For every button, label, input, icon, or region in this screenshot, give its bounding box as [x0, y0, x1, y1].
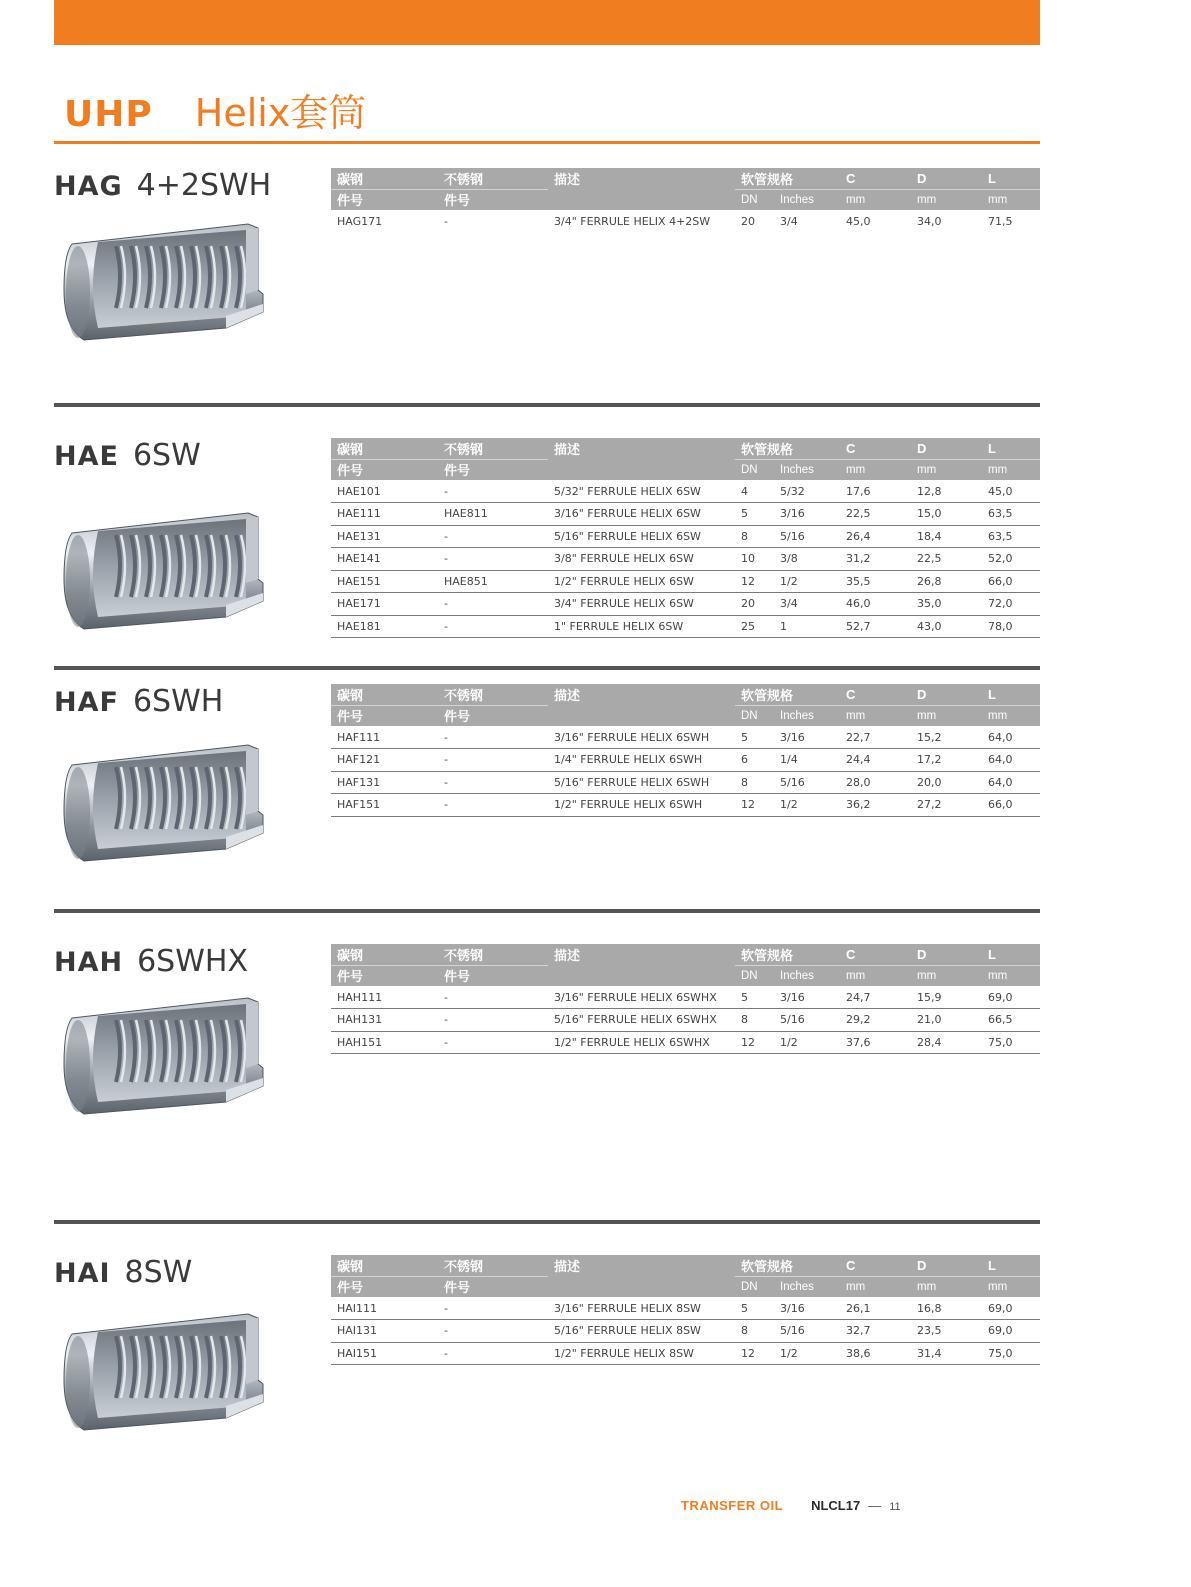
table-row — [331, 726, 1040, 749]
header-description: 描述 — [548, 168, 735, 189]
cell-l-mm: 69,0 — [982, 1297, 1040, 1320]
spec-table — [331, 944, 1040, 1054]
cell-l-mm: 75,0 — [982, 1031, 1040, 1054]
cell-inches: 1/4 — [774, 749, 840, 772]
header-mm: mm — [840, 965, 911, 986]
cell-l-mm: 69,0 — [982, 1320, 1040, 1343]
header-description: 描述 — [548, 944, 735, 965]
cell-d-mm: 23,5 — [911, 1320, 982, 1343]
cell-carbon-part: HAE141 — [331, 548, 438, 571]
cell-carbon-part: HAE171 — [331, 593, 438, 616]
header-mm: mm — [982, 459, 1040, 480]
cell-d-mm: 16,8 — [911, 1297, 982, 1320]
header-inches: Inches — [774, 705, 840, 726]
header-l: L — [982, 168, 1040, 189]
header-d: D — [911, 1255, 982, 1276]
header-mm: mm — [982, 705, 1040, 726]
header-d: D — [911, 684, 982, 705]
cell-stainless-part: - — [438, 1031, 548, 1054]
header-c: C — [840, 1255, 911, 1276]
header-carbon-steel: 碳钢 — [331, 1255, 438, 1276]
cell-inches: 3/16 — [774, 1297, 840, 1320]
header-carbon-steel: 碳钢 — [331, 684, 438, 705]
cell-description: 5/16" FERRULE HELIX 8SW — [548, 1320, 735, 1343]
cell-dn: 12 — [735, 794, 774, 817]
header-part-no: 件号 — [331, 705, 438, 726]
cell-description: 5/16" FERRULE HELIX 6SWHX — [548, 1009, 735, 1032]
table-row — [331, 794, 1040, 817]
header-inches: Inches — [774, 189, 840, 210]
section-title — [54, 1255, 192, 1290]
table-row — [331, 210, 1040, 233]
cell-description: 3/16" FERRULE HELIX 6SW — [548, 503, 735, 526]
cell-d-mm: 12,8 — [911, 480, 982, 503]
spec-table — [331, 438, 1040, 638]
cell-d-mm: 18,4 — [911, 525, 982, 548]
cell-dn: 8 — [735, 1320, 774, 1343]
cell-inches: 3/4 — [774, 593, 840, 616]
series-code: HAH — [54, 947, 124, 978]
header-part-no: 件号 — [331, 1276, 438, 1297]
page-title-brand: UHP — [64, 94, 153, 135]
section-title — [54, 944, 248, 979]
cell-l-mm: 66,0 — [982, 570, 1040, 593]
cell-d-mm: 22,5 — [911, 548, 982, 571]
header-d: D — [911, 438, 982, 459]
cell-stainless-part: - — [438, 480, 548, 503]
series-code: HAF — [54, 687, 119, 718]
cell-c-mm: 24,7 — [840, 986, 911, 1009]
header-carbon-steel: 碳钢 — [331, 944, 438, 965]
header-stainless-steel: 不锈钢 — [438, 944, 548, 965]
cell-carbon-part: HAF121 — [331, 749, 438, 772]
series-code: HAG — [54, 171, 123, 202]
cell-carbon-part: HAH131 — [331, 1009, 438, 1032]
header-dn: DN — [735, 459, 774, 480]
header-part-no: 件号 — [331, 459, 438, 480]
header-hose-size: 软管规格 — [735, 168, 840, 189]
cell-l-mm: 52,0 — [982, 548, 1040, 571]
section-title — [54, 438, 201, 473]
cell-dn: 8 — [735, 771, 774, 794]
cell-stainless-part: - — [438, 749, 548, 772]
cell-carbon-part: HAH111 — [331, 986, 438, 1009]
table-row — [331, 480, 1040, 503]
cell-stainless-part: - — [438, 986, 548, 1009]
cell-stainless-part: - — [438, 525, 548, 548]
section-divider — [54, 666, 1040, 670]
spec-table — [331, 1255, 1040, 1365]
cell-c-mm: 26,4 — [840, 525, 911, 548]
table-row — [331, 986, 1040, 1009]
footer-separator: — — [868, 1498, 882, 1513]
cell-dn: 10 — [735, 548, 774, 571]
cell-dn: 5 — [735, 726, 774, 749]
cell-c-mm: 22,5 — [840, 503, 911, 526]
cell-l-mm: 45,0 — [982, 480, 1040, 503]
cell-l-mm: 69,0 — [982, 986, 1040, 1009]
page-footer — [681, 1498, 901, 1513]
cell-l-mm: 66,5 — [982, 1009, 1040, 1032]
header-mm: mm — [982, 965, 1040, 986]
cell-d-mm: 17,2 — [911, 749, 982, 772]
table-row — [331, 1320, 1040, 1343]
cell-dn: 20 — [741, 214, 755, 228]
cell-l-mm: 78,0 — [982, 615, 1040, 638]
footer-page-number: 11 — [889, 1501, 901, 1513]
cell-stainless-part: - — [438, 771, 548, 794]
cell-stainless-part: - — [438, 1297, 548, 1320]
cell-c-mm: 22,7 — [840, 726, 911, 749]
cell-dn: 5 — [735, 503, 774, 526]
header-dn: DN — [735, 189, 774, 210]
cell-dn: 8 — [735, 1009, 774, 1032]
cell-c-mm: 24,4 — [840, 749, 911, 772]
header-dn: DN — [735, 1276, 774, 1297]
header-part-no: 件号 — [331, 965, 438, 986]
header-c: C — [840, 168, 911, 189]
cell-stainless-part: - — [444, 214, 448, 228]
header-stainless-steel: 不锈钢 — [438, 684, 548, 705]
top-color-band — [54, 0, 1040, 45]
table-row — [331, 771, 1040, 794]
cell-d-mm: 35,0 — [911, 593, 982, 616]
cell-l-mm: 63,5 — [982, 525, 1040, 548]
table-row — [331, 1297, 1040, 1320]
cell-l-mm: 64,0 — [982, 771, 1040, 794]
cell-c-mm: 29,2 — [840, 1009, 911, 1032]
header-blank — [548, 1276, 735, 1297]
header-c: C — [840, 944, 911, 965]
cell-description: 1/2" FERRULE HELIX 6SWHX — [548, 1031, 735, 1054]
cell-c-mm: 45,0 — [846, 214, 871, 228]
cell-stainless-part: - — [438, 1320, 548, 1343]
cell-carbon-part: HAI151 — [331, 1342, 438, 1365]
cell-stainless-part: - — [438, 726, 548, 749]
header-c: C — [840, 438, 911, 459]
table-row — [331, 615, 1040, 638]
header-blank — [548, 459, 735, 480]
cell-inches: 5/16 — [774, 1009, 840, 1032]
cell-d-mm: 31,4 — [911, 1342, 982, 1365]
spec-table — [331, 168, 1040, 233]
header-carbon-steel: 碳钢 — [331, 168, 438, 189]
section-title — [54, 684, 223, 719]
cell-inches: 1/2 — [774, 1342, 840, 1365]
cell-inches: 3/16 — [774, 503, 840, 526]
cell-l-mm: 64,0 — [982, 749, 1040, 772]
section-divider — [54, 403, 1040, 407]
cell-carbon-part: HAE151 — [331, 570, 438, 593]
header-mm: mm — [840, 1276, 911, 1297]
header-hose-size: 软管规格 — [735, 944, 840, 965]
series-spec: 6SWHX — [137, 944, 248, 979]
table-row — [331, 525, 1040, 548]
header-inches: Inches — [774, 1276, 840, 1297]
cell-inches: 1/2 — [774, 794, 840, 817]
cell-inches: 3/8 — [774, 548, 840, 571]
cell-c-mm: 28,0 — [840, 771, 911, 794]
header-mm: mm — [911, 459, 982, 480]
cell-inches: 3/16 — [774, 986, 840, 1009]
cell-description: 3/16" FERRULE HELIX 6SWHX — [548, 986, 735, 1009]
cell-dn: 12 — [735, 1031, 774, 1054]
cell-stainless-part: HAE811 — [438, 503, 548, 526]
cell-d-mm: 34,0 — [917, 214, 942, 228]
heading-underline — [54, 141, 1040, 144]
cell-d-mm: 15,0 — [911, 503, 982, 526]
footer-category: TRANSFER OIL — [681, 1498, 784, 1513]
header-mm: mm — [911, 1276, 982, 1297]
cell-d-mm: 20,0 — [911, 771, 982, 794]
ferrule-product-image — [58, 1306, 278, 1441]
header-hose-size: 软管规格 — [735, 1255, 840, 1276]
ferrule-product-image — [58, 216, 278, 351]
cell-carbon-part: HAE181 — [331, 615, 438, 638]
cell-dn: 12 — [735, 570, 774, 593]
header-inches: Inches — [774, 965, 840, 986]
cell-c-mm: 31,2 — [840, 548, 911, 571]
cell-dn: 8 — [735, 525, 774, 548]
cell-d-mm: 15,2 — [911, 726, 982, 749]
header-stainless-steel: 不锈钢 — [438, 438, 548, 459]
header-l: L — [982, 944, 1040, 965]
cell-description: 3/4" FERRULE HELIX 6SW — [548, 593, 735, 616]
cell-dn: 12 — [735, 1342, 774, 1365]
header-part-no: 件号 — [438, 189, 548, 210]
cell-inches: 1 — [774, 615, 840, 638]
cell-c-mm: 32,7 — [840, 1320, 911, 1343]
header-mm: mm — [982, 189, 1040, 210]
header-mm: mm — [911, 965, 982, 986]
header-dn: DN — [735, 705, 774, 726]
cell-stainless-part: - — [438, 548, 548, 571]
cell-carbon-part: HAF151 — [331, 794, 438, 817]
table-row — [331, 593, 1040, 616]
cell-dn: 5 — [735, 986, 774, 1009]
cell-inches: 5/16 — [774, 771, 840, 794]
header-l: L — [982, 1255, 1040, 1276]
cell-c-mm: 38,6 — [840, 1342, 911, 1365]
header-d: D — [911, 168, 982, 189]
cell-d-mm: 26,8 — [911, 570, 982, 593]
cell-description: 1/2" FERRULE HELIX 6SWH — [548, 794, 735, 817]
cell-stainless-part: - — [438, 1009, 548, 1032]
cell-l-mm: 72,0 — [982, 593, 1040, 616]
cell-inches: 3/16 — [774, 726, 840, 749]
header-dn: DN — [735, 965, 774, 986]
cell-stainless-part: HAE851 — [438, 570, 548, 593]
header-part-no: 件号 — [438, 965, 548, 986]
header-l: L — [982, 684, 1040, 705]
cell-description: 3/4" FERRULE HELIX 4+2SW — [554, 214, 711, 228]
header-mm: mm — [840, 189, 911, 210]
cell-inches: 3/4 — [780, 214, 798, 228]
series-spec: 4+2SWH — [136, 168, 272, 203]
cell-stainless-part: - — [438, 593, 548, 616]
cell-l-mm: 63,5 — [982, 503, 1040, 526]
cell-description: 1/4" FERRULE HELIX 6SWH — [548, 749, 735, 772]
cell-inches: 1/2 — [774, 570, 840, 593]
section-divider — [54, 909, 1040, 913]
cell-description: 3/16" FERRULE HELIX 8SW — [548, 1297, 735, 1320]
header-stainless-steel: 不锈钢 — [438, 1255, 548, 1276]
cell-carbon-part: HAH151 — [331, 1031, 438, 1054]
cell-stainless-part: - — [438, 794, 548, 817]
page-title-text: Helix套筒 — [194, 91, 367, 135]
cell-c-mm: 46,0 — [840, 593, 911, 616]
table-row — [331, 570, 1040, 593]
header-description: 描述 — [548, 684, 735, 705]
cell-description: 1" FERRULE HELIX 6SW — [548, 615, 735, 638]
cell-d-mm: 15,9 — [911, 986, 982, 1009]
cell-d-mm: 43,0 — [911, 615, 982, 638]
cell-dn: 20 — [735, 593, 774, 616]
cell-description: 1/2" FERRULE HELIX 8SW — [548, 1342, 735, 1365]
header-part-no: 件号 — [438, 1276, 548, 1297]
cell-carbon-part: HAE131 — [331, 525, 438, 548]
ferrule-product-image — [58, 990, 278, 1125]
cell-l-mm: 71,5 — [988, 214, 1013, 228]
series-spec: 6SW — [132, 438, 201, 473]
table-row — [331, 749, 1040, 772]
header-c: C — [840, 684, 911, 705]
cell-c-mm: 36,2 — [840, 794, 911, 817]
header-part-no: 件号 — [438, 459, 548, 480]
header-inches: Inches — [774, 459, 840, 480]
series-code: HAE — [54, 441, 119, 472]
header-blank — [548, 705, 735, 726]
cell-carbon-part: HAI111 — [331, 1297, 438, 1320]
cell-description: 3/8" FERRULE HELIX 6SW — [548, 548, 735, 571]
cell-description: 3/16" FERRULE HELIX 6SWH — [548, 726, 735, 749]
series-spec: 6SWH — [132, 684, 224, 719]
cell-l-mm: 66,0 — [982, 794, 1040, 817]
cell-carbon-part: HAE111 — [331, 503, 438, 526]
cell-dn: 5 — [735, 1297, 774, 1320]
cell-inches: 1/2 — [774, 1031, 840, 1054]
series-spec: 8SW — [124, 1255, 193, 1290]
cell-d-mm: 27,2 — [911, 794, 982, 817]
table-row — [331, 1342, 1040, 1365]
header-carbon-steel: 碳钢 — [331, 438, 438, 459]
table-row — [331, 548, 1040, 571]
cell-description: 5/16" FERRULE HELIX 6SW — [548, 525, 735, 548]
cell-d-mm: 21,0 — [911, 1009, 982, 1032]
cell-c-mm: 37,6 — [840, 1031, 911, 1054]
header-part-no: 件号 — [438, 705, 548, 726]
cell-carbon-part: HAI131 — [331, 1320, 438, 1343]
cell-stainless-part: - — [438, 615, 548, 638]
header-mm: mm — [911, 189, 982, 210]
ferrule-product-image — [58, 505, 278, 640]
cell-carbon-part: HAG171 — [337, 214, 383, 228]
header-blank — [548, 189, 735, 210]
table-row — [331, 1031, 1040, 1054]
cell-description: 5/16" FERRULE HELIX 6SWH — [548, 771, 735, 794]
cell-c-mm: 26,1 — [840, 1297, 911, 1320]
header-stainless-steel: 不锈钢 — [438, 168, 548, 189]
cell-inches: 5/16 — [774, 525, 840, 548]
header-mm: mm — [982, 1276, 1040, 1297]
cell-description: 1/2" FERRULE HELIX 6SW — [548, 570, 735, 593]
cell-carbon-part: HAF131 — [331, 771, 438, 794]
cell-carbon-part: HAE101 — [331, 480, 438, 503]
cell-d-mm: 28,4 — [911, 1031, 982, 1054]
cell-dn: 4 — [735, 480, 774, 503]
cell-l-mm: 75,0 — [982, 1342, 1040, 1365]
cell-dn: 25 — [735, 615, 774, 638]
cell-c-mm: 35,5 — [840, 570, 911, 593]
cell-l-mm: 64,0 — [982, 726, 1040, 749]
cell-c-mm: 52,7 — [840, 615, 911, 638]
cell-inches: 5/32 — [774, 480, 840, 503]
table-row — [331, 503, 1040, 526]
cell-carbon-part: HAF111 — [331, 726, 438, 749]
cell-stainless-part: - — [438, 1342, 548, 1365]
cell-c-mm: 17,6 — [840, 480, 911, 503]
header-description: 描述 — [548, 1255, 735, 1276]
cell-inches: 5/16 — [774, 1320, 840, 1343]
header-mm: mm — [840, 459, 911, 480]
page-title — [64, 82, 367, 135]
header-hose-size: 软管规格 — [735, 438, 840, 459]
section-title — [54, 168, 271, 203]
cell-description: 5/32" FERRULE HELIX 6SW — [548, 480, 735, 503]
header-mm: mm — [840, 705, 911, 726]
header-d: D — [911, 944, 982, 965]
series-code: HAI — [54, 1258, 111, 1289]
footer-catalog-code: NLCL17 — [811, 1498, 861, 1513]
section-divider — [54, 1220, 1040, 1224]
header-part-no: 件号 — [331, 189, 438, 210]
header-mm: mm — [911, 705, 982, 726]
header-hose-size: 软管规格 — [735, 684, 840, 705]
ferrule-product-image — [58, 737, 278, 872]
table-row — [331, 1009, 1040, 1032]
cell-dn: 6 — [735, 749, 774, 772]
header-blank — [548, 965, 735, 986]
header-description: 描述 — [548, 438, 735, 459]
spec-table — [331, 684, 1040, 817]
header-l: L — [982, 438, 1040, 459]
